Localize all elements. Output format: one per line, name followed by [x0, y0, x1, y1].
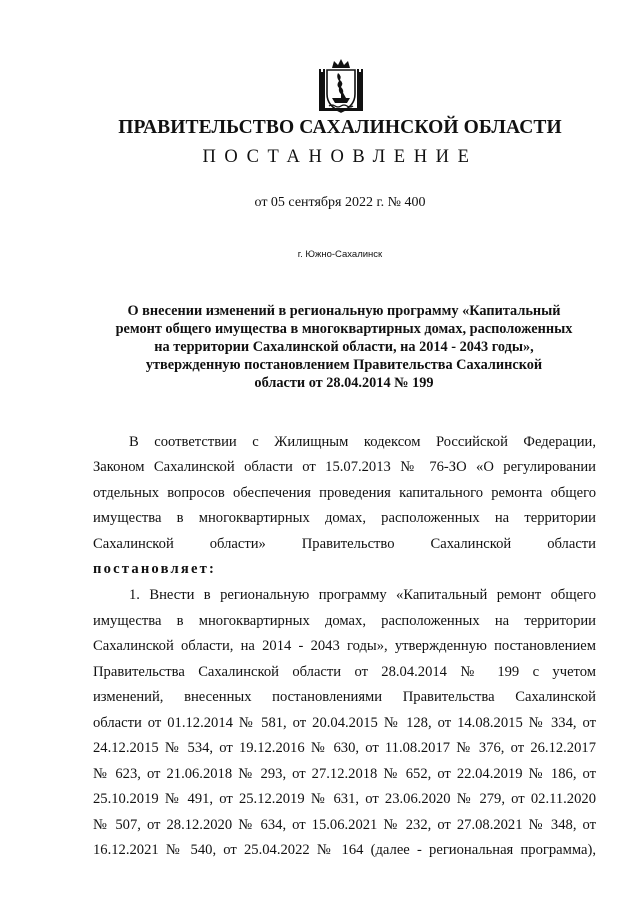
document-city: г. Южно-Сахалинск	[297, 249, 383, 260]
document-date-number: от 05 сентября 2022 г. № 400	[254, 195, 426, 210]
subject-line: О внесении изменений в региональную программу «Капитальный	[127, 303, 561, 319]
item-line: № 507, от 28.12.2020 № 634, от 15.06.2021 № 232, от 27.08.2021 № 348, от	[93, 817, 596, 833]
item-line: 24.12.2015 № 534, от 19.12.2016 № 630, от 11.08.2017 № 376, от 26.12.2017	[93, 740, 596, 756]
item-line: 16.12.2021 № 540, от 25.04.2022 № 164 (далее - региональная программа),	[93, 842, 596, 858]
document-body	[93, 0, 596, 905]
preamble-line: отдельных вопросов обеспечения проведения капитального ремонта общего	[93, 485, 596, 501]
preamble-line: В соответствии с Жилищным кодексом Российской Федерации,	[129, 434, 596, 450]
authority-title: ПРАВИТЕЛЬСТВО САХАЛИНСКОЙ ОБЛАСТИ	[118, 117, 562, 138]
preamble-line: Сахалинской области» Правительство Сахалинской области	[93, 536, 596, 552]
subject-line: на территории Сахалинской области, на 2014 - 2043 годы»,	[154, 339, 534, 356]
resolves-word: постановляет:	[93, 561, 217, 577]
item-line: № 623, от 21.06.2018 № 293, от 27.12.2018 № 652, от 22.04.2019 № 186, от	[93, 766, 596, 782]
item-line: области от 01.12.2014 № 581, от 20.04.2015 № 128, от 14.08.2015 № 334, от	[93, 715, 596, 731]
preamble-line: Законом Сахалинской области от 15.07.2013 № 76-ЗО «О регулировании	[93, 459, 596, 475]
item-line: 25.10.2019 № 491, от 25.12.2019 № 631, от 23.06.2020 № 279, от 02.11.2020	[93, 791, 596, 807]
subject-line: области от 28.04.2014 № 199	[254, 375, 434, 392]
preamble-line: имущества в многоквартирных домах, расположенных на территории	[93, 510, 596, 526]
item-line: Сахалинской области, на 2014 - 2043 годы», утвержденную постановлением	[93, 638, 596, 654]
document-type: ПОСТАНОВЛЕНИЕ	[202, 147, 478, 167]
subject-line: ремонт общего имущества в многоквартирных домах, расположенных	[115, 321, 573, 338]
item-line: 1. Внести в региональную программу «Капитальный ремонт общего	[129, 587, 596, 603]
item-line: изменений, внесенных постановлениями Правительства Сахалинской	[93, 689, 596, 705]
subject-line: утвержденную постановлением Правительства Сахалинской	[145, 357, 543, 374]
item-line: имущества в многоквартирных домах, расположенных на территории	[93, 613, 596, 629]
item-line: Правительства Сахалинской области от 28.04.2014 № 199 с учетом	[93, 664, 596, 680]
